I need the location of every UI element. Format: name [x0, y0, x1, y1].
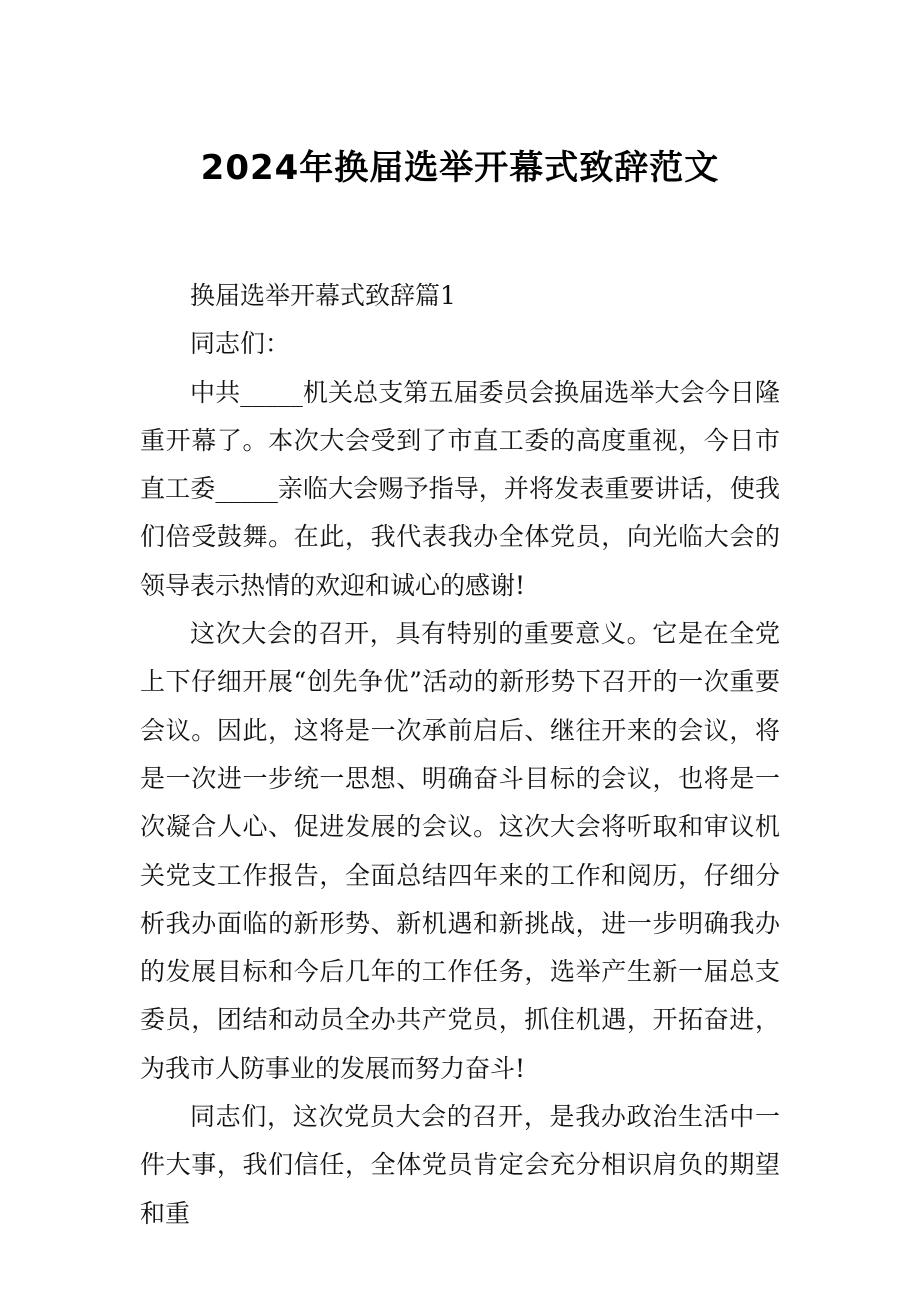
body-paragraph: 同志们，这次党员大会的召开，是我办政治生活中一件大事，我们信任，全体党员肯定会充分相识肩负的期望和重 — [140, 1102, 780, 1228]
document-title: 2024年换届选举开幕式致辞范文 — [200, 148, 720, 188]
section-heading: 换届选举开幕式致辞篇1 — [190, 281, 456, 310]
document-body — [140, 272, 780, 1238]
salutation: 同志们： — [190, 329, 291, 359]
body-paragraph: 这次大会的召开，具有特别的重要意义。它是在全党上下仔细开展“创先争优”活动的新形势下召开的一次重要会议。因此，这将是一次承前启后、继往开来的会议，将是一次进一步统一思想、明确奋斗目标的会议，也将是一次凝合人心、促进发展的会议。这次大会将听取和审议机关党支工作报告，全面总结四年来的工作和阅历，仔细分析我办面临的新形势、新机遇和新挑战，进一步明确我办的发展目标和今后几年的工作任务，选举产生新一届总支委员，团结和动员全办共产党员，抓住机遇，开拓奋进，为我市人防事业的发展而努力奋斗! — [140, 619, 780, 1083]
body-paragraph: 中共_____机关总支第五届委员会换届选举大会今日隆重开幕了。本次大会受到了市直工委的高度重视，今日市直工委_____亲临大会赐予指导，并将发表重要讲话，使我们倍受鼓舞。在此，我代表我办全体党员，向光临大会的领导表示热情的欢迎和诚心的感谢! — [140, 377, 780, 600]
